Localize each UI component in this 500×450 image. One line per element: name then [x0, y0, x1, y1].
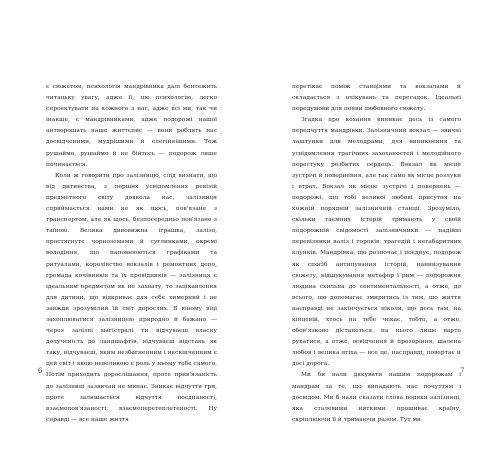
- right-paragraph-3: Ми би нали дякувати нашим подорожам і мандрам за те, що випадають нас почуттям і досвідом. Ми б нали сказати слова подяки залізниці, яка сталевими ниткими прошиває країну, скріплюючи її й тримаючи разом. Тут ми: [292, 372, 461, 423]
- left-page: [0, 0, 240, 450]
- right-page: [250, 0, 490, 450]
- left-page-number: 6: [38, 367, 43, 375]
- right-paragraph-1: перетікає поміж станціями та вокзалами й складається з очікувань та пересадок. Ідеальні передумови для появи любовного сюжету.: [292, 84, 461, 113]
- right-paragraph-2: Згадка про кохання виникає десь із самого передчуття мандрівки. Залізничний вокзал — звичні лаштунки для мелодрами, для виникнення та усвідомлення трагічних захоханостей і мелодійного перестуку розбитих сердець. Вокзал як місце зустрічі й повернення, але так само як місце розлуки і втрат. Вокзал як місце зустрічі і повернень — подорожі, що тобі великої любові присутня на кожній порядній залізничній станції. Зрозуміло, скільки таємних історій тримають у своїй подорожній свідомості залізничники — надійні перевізники валіз і тороків, трагедій і негабаритних клунків. Мандрівка, що розпочає і поєднує, подорож як спосіб антипування історій, наниизування сюжету, відшукування метафор і рим — подорожня людина схильна до сентиментальності, а отже, до всього, що допомагає змиритись із тим, що життя насправді не закінчується ніколи, що десь там, на кінцевій, хтось на тебе чекає, тобто, а отже, обов'язково дістанеться, на нього лише варто рухатися, а отже, освідчення й прозоріння, шалена любов і велика втіха — все це, насправді, повертає й досі дорога.: [292, 117, 461, 368]
- left-paragraph-2: Коли ж говорити про залізницю, слід визнати, що від дитинства, з перших усвідомлених ревізій предметного світу довкола нас, залізниця сприймається нами не як щось, пов'язане з транспортом, але як щось, безпосередньо пов'язане з таїною. Велика дивовижна іграшка, залізо, простягнуте чорноземами й суглинками, окремі володіння, що наповнюються графіками та ритуалами, королівство вокзалів і ремонтних депо, громада кочівників та їх провідників — залізниця є ідеальним предметом як не захвату, то зацікавлення для дитини, що відкриває для себе химерний і не завжди зрозумілий їй світ дорослих. В юному віці захоплюватися залізницею природно й бажано — через залізні магістралі ти відчуваєш власну долученість до ландшафтів, відчуваєш відстань як таку, відчуваєш, яким незбагненним і нескінченним є цей світ і якою невеликою є роль у ньому тебе самого. Потім приходить дорослішання, проте прив'язаність до залізниці зазвичай не минає. Зникає відчуття гри, проте залишається відчуття поєднаності, взаємопов'язаності, взаємоперетеплетеності. Ну справді — все наше життя: [46, 172, 217, 423]
- right-page-number: 7: [460, 367, 465, 375]
- left-paragraph-1: є сюжетом, психологія мандрівника далі бентежить читацьку увагу, адже її, цю психологію, легко спроектувати на кожного з нас, адже всі ми, так чи інакше, є мандрівниками, адже подорожі нашої антворошать наше життєпис — вони роблять нас досвідченими, мудрішими й елегійнішими. Тож рушаймо, рушаймо й не бійтесь — подорож лише починається.: [46, 84, 217, 168]
- left-page-text: [46, 82, 217, 426]
- right-page-text: [292, 82, 461, 426]
